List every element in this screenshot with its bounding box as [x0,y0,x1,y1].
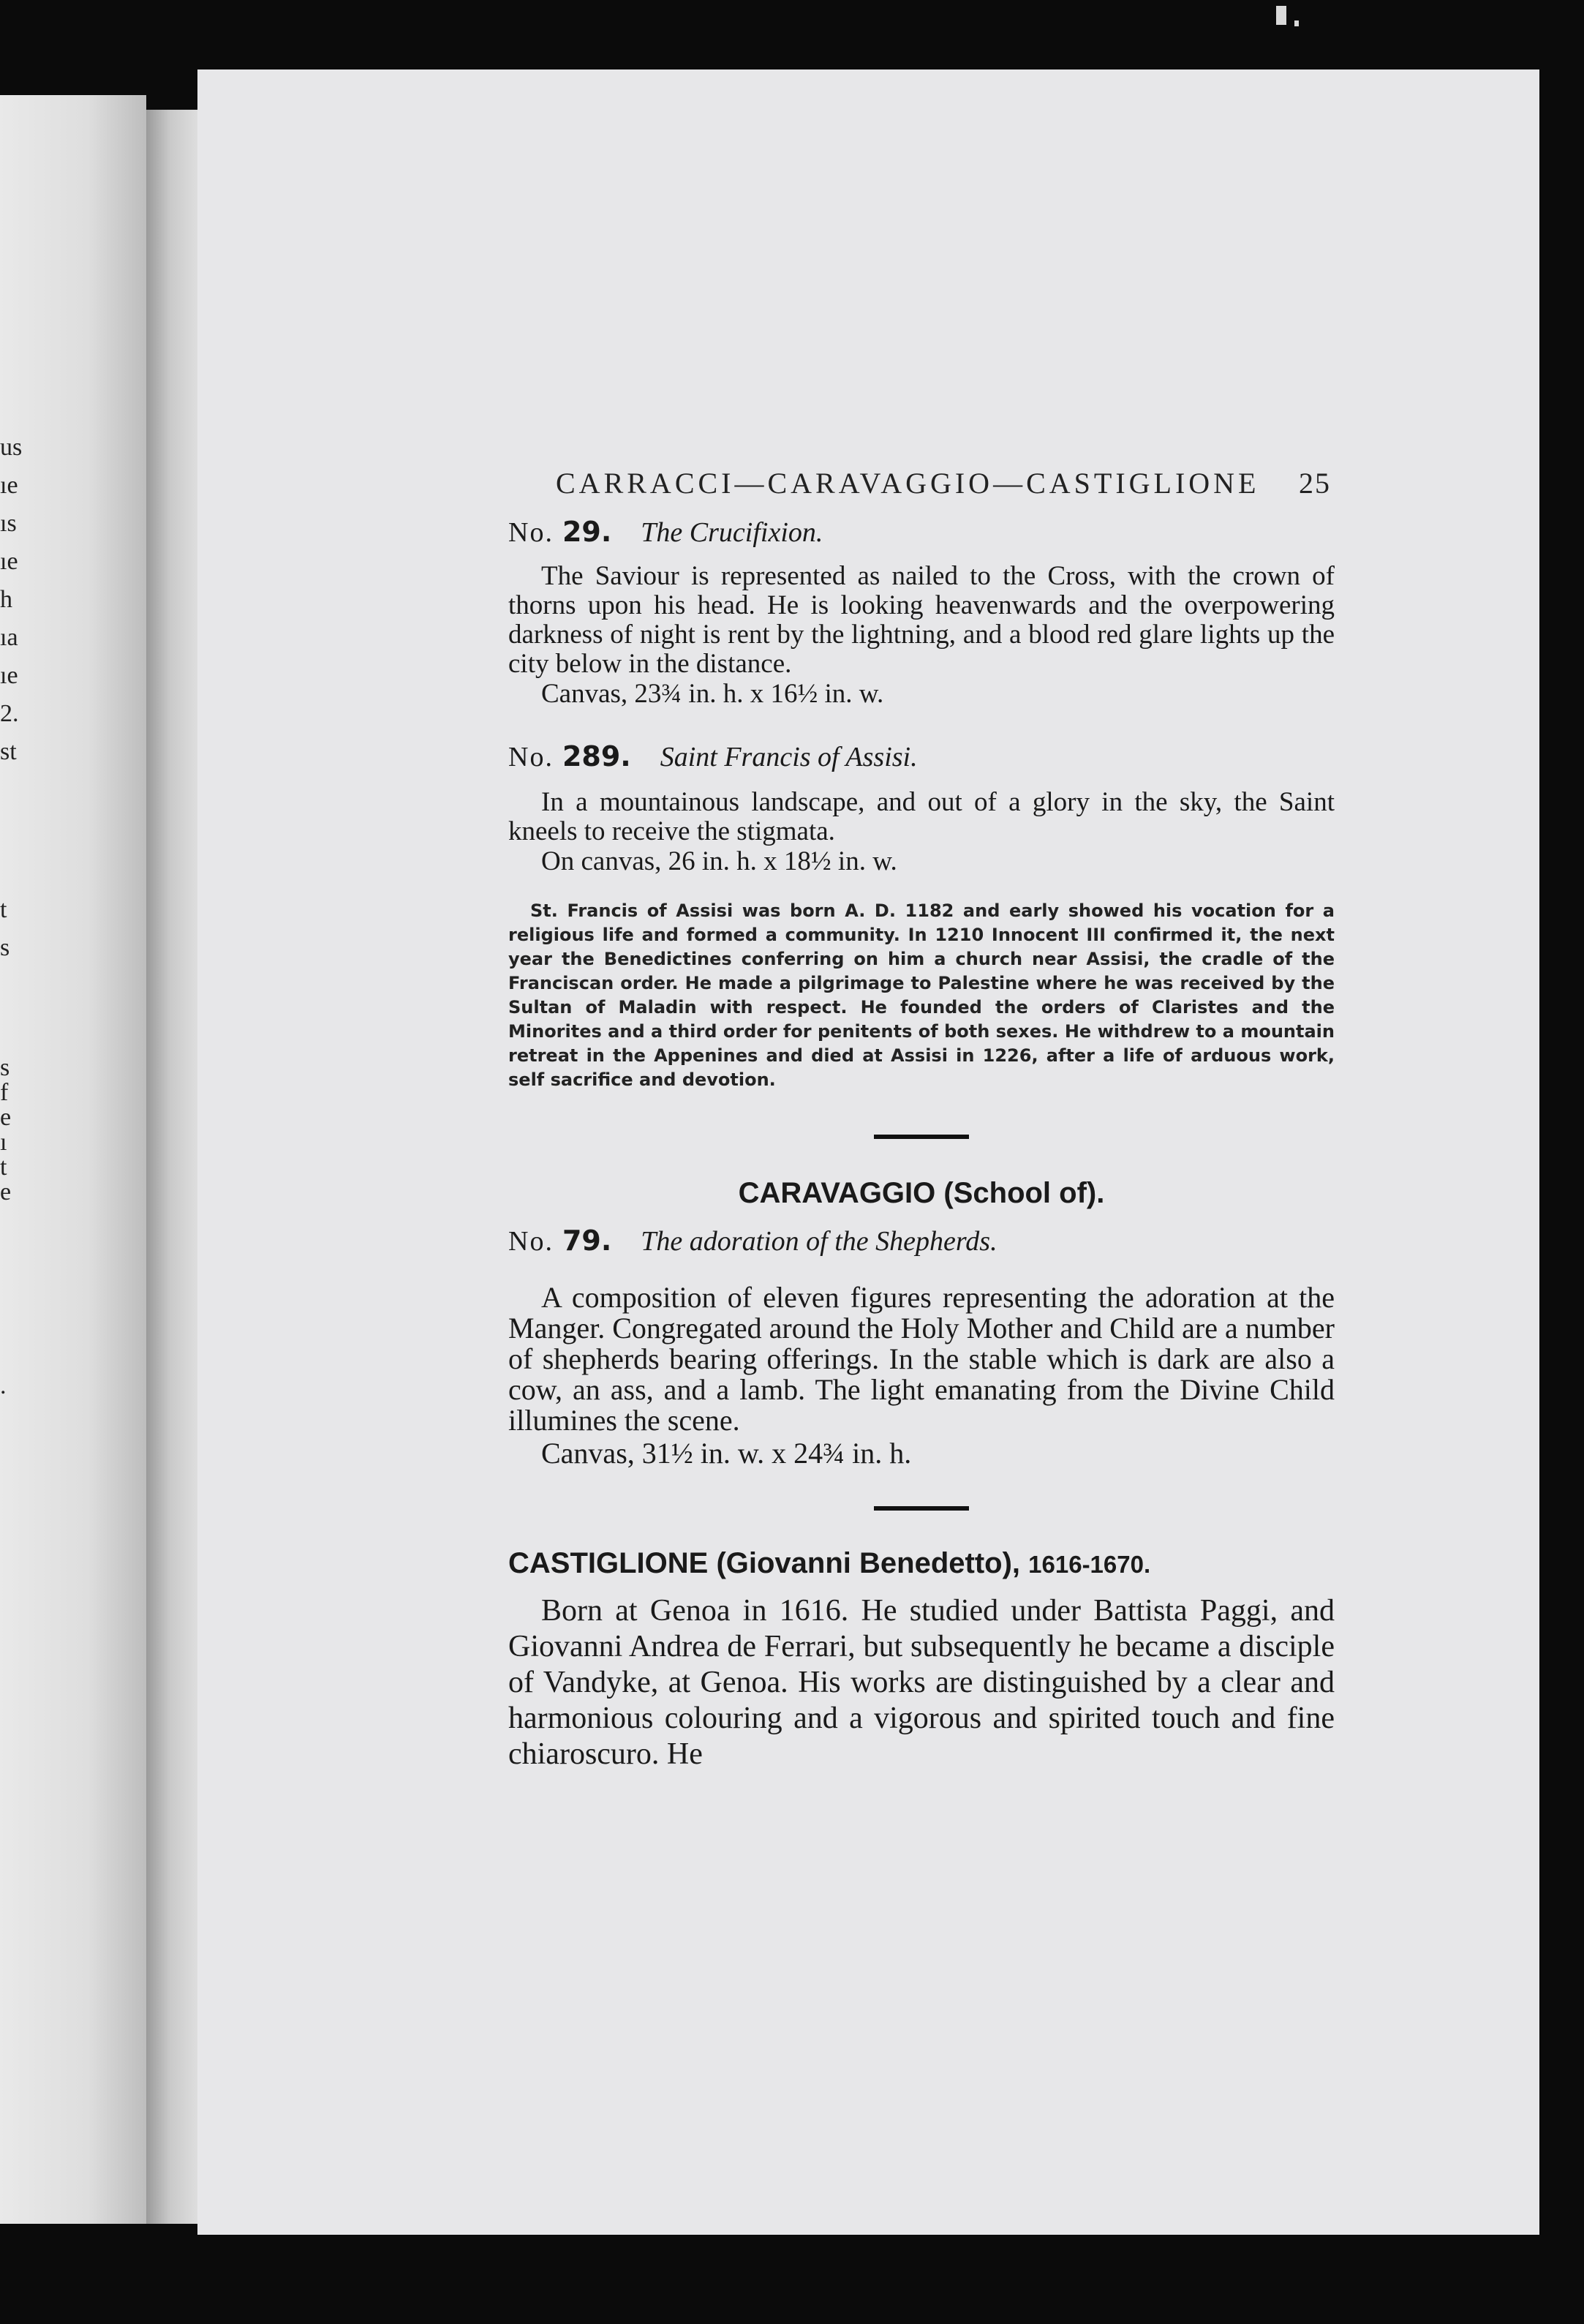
margin-fragment: e [0,1180,12,1205]
entry-dimensions: On canvas, 26 in. h. x 18½ in. w. [541,846,897,876]
artist-heading [508,1547,1335,1580]
margin-fragment: ıa [0,625,18,650]
section-divider [874,1506,969,1511]
entry-no-label: No. [508,742,554,772]
entry-no-label: No. [508,1226,554,1257]
entry-description: The Saviour is represented as nailed to the Cross, with the crown of thorns upon his head. He is looking heavenwards and the overpowering darkness of night is rent by the lightning, and a blood red glare lights up the city below in the distance. [508,561,1335,679]
artist-biography: Born at Genoa in 1616. He studied under Battista Paggi, and Giovanni Andrea de Ferrari, but subsequently he became a disciple of Vandyke, at Genoa. His works are distinguished by a clear and harmonious colouring and a vigorous and spirited touch and fine chiaroscuro. He [508,1594,1335,1771]
margin-fragment: 2. [0,702,19,726]
margin-fragment: s [0,1056,10,1080]
margin-fragment: ıe [0,663,18,688]
entry-note: St. Francis of Assisi was born A. D. 1182 and early showed his vocation for a religious life and formed a community. In 1210 Innocent III confirmed it, the next year the Benedictines conferring on him a church near Assisi, the cradle of the Franciscan order. He made a pilgrimage to Palestine where he was received by the Sultan of Maladin with respect. He founded the orders of Claristes and the Minorites and a third order for penitents of both sexes. He withdrew to a mountain retreat in the Appenines and died at Assisi in 1226, after a life of arduous work, self sacrifice and devotion. [508,900,1335,1090]
entry-title: The Crucifixion. [641,517,823,548]
margin-fragment: t [0,898,7,922]
artist-dates: 1616-1670. [1028,1551,1151,1578]
margin-fragment: ıe [0,549,18,574]
book-gutter-shadow [146,110,205,2224]
entry-no-label: No. [508,517,554,548]
entry-dimensions: Canvas, 23¾ in. h. x 16½ in. w. [541,679,884,709]
margin-fragment: ı [0,1130,7,1155]
entry-description: A composition of eleven figures representing the adoration at the Manger. Congregated around the Holy Mother and Child are a number of shepherds bearing offerings. In the stable which is dark are also a cow, an ass, and a lamb. The light emanating from the Divine Child illumines the scene. [508,1281,1335,1437]
entry-description: In a mountainous landscape, and out of a glory in the sky, the Saint kneels to receive the stigmata. [508,787,1335,846]
book-page [197,69,1539,2235]
entry-heading [508,740,1335,773]
margin-fragment: f [0,1080,9,1105]
scan-speck [1294,20,1299,26]
running-header [556,466,1331,500]
catalogue-entry [508,516,1335,710]
margin-fragment: ıe [0,473,18,498]
artist-section [508,1547,1335,1772]
artist-name: CASTIGLIONE (Giovanni Benedetto), [508,1547,1021,1579]
entry-number: 29. [562,516,612,548]
entry-number: 289. [562,740,631,772]
entry-heading [508,1225,1335,1257]
catalogue-entry [508,740,1335,1092]
section-divider [874,1135,969,1139]
page-content [508,516,1335,1772]
margin-fragment: t [0,1155,7,1180]
running-title: CARRACCI—CARAVAGGIO—CASTIGLIONE [556,467,1260,500]
previous-page-edge [0,95,146,2224]
entry-title: The adoration of the Shepherds. [641,1226,997,1257]
scan-speck [1276,6,1286,25]
section-heading: CARAVAGGIO (School of). [738,1177,1105,1209]
entry-title: Saint Francis of Assisi. [660,742,918,772]
catalogue-section [508,1177,1335,1471]
margin-fragment: e [0,1105,12,1130]
entry-heading [508,516,1335,549]
margin-fragment: . [0,1374,7,1399]
entry-number: 79. [562,1225,612,1257]
margin-fragment: h [0,587,12,612]
margin-fragment: ıs [0,511,17,536]
margin-fragment: s [0,936,10,960]
margin-fragment: us [0,435,23,460]
entry-dimensions: Canvas, 31½ in. w. x 24¾ in. h. [541,1437,912,1470]
page-number: 25 [1299,467,1331,500]
margin-fragment: st [0,740,17,764]
